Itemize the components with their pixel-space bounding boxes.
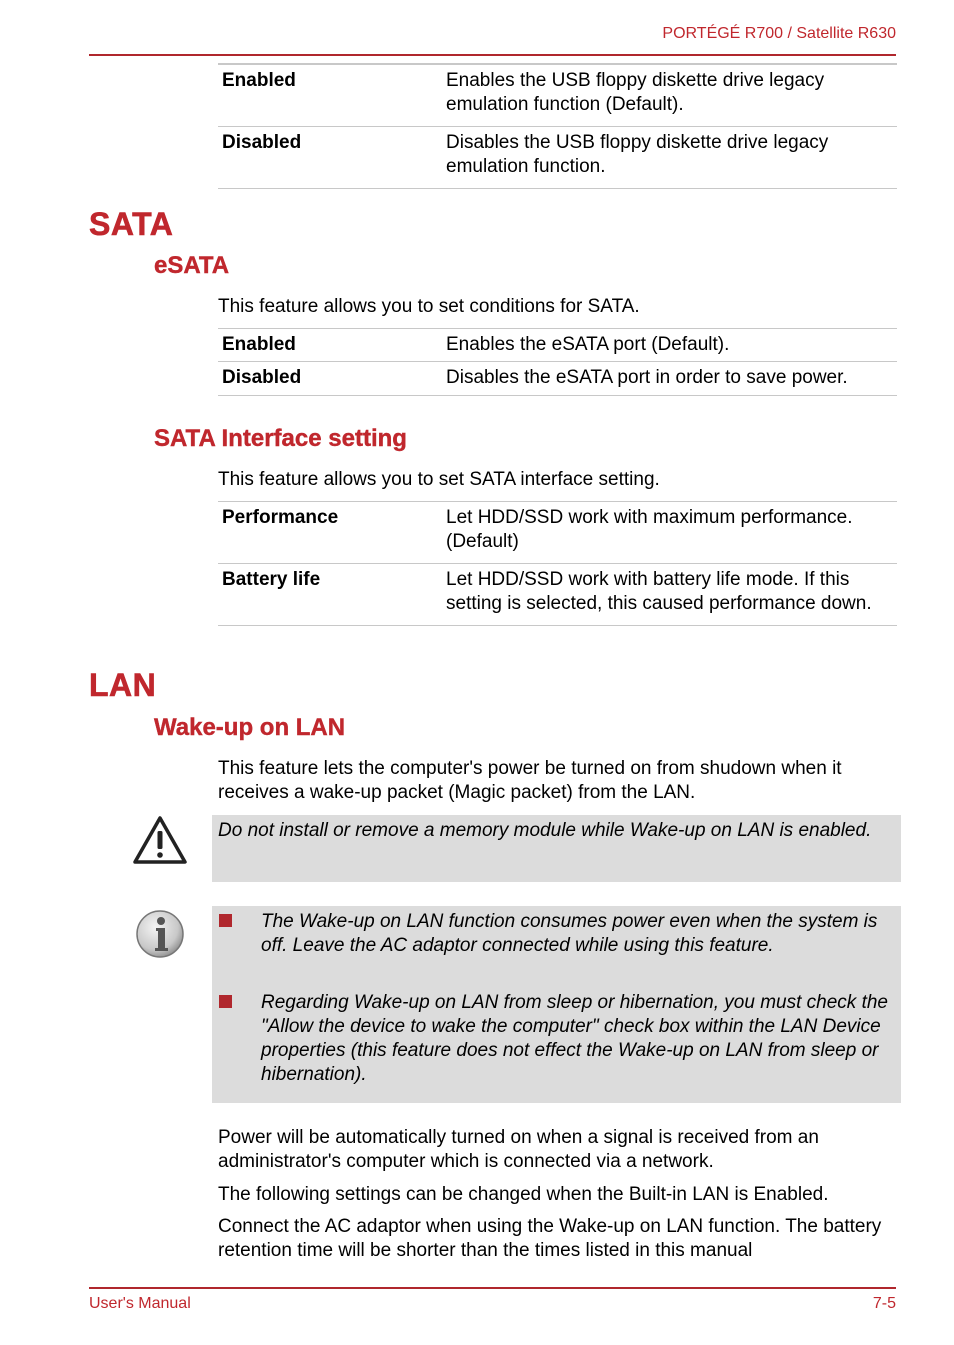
- option-value: Let HDD/SSD work with battery life mode. If this setting is selected, this caused performance down.: [442, 564, 897, 626]
- option-key: Enabled: [218, 64, 442, 127]
- note-item: Regarding Wake-up on LAN from sleep or hibernation, you must check the "Allow the device to wake the computer" check box within the LAN Device properties (this feature does not effect the Wake-up on LAN from sleep or hibernation).: [261, 992, 888, 1085]
- header-divider: [89, 54, 896, 56]
- option-value: Let HDD/SSD work with maximum performance. (Default): [442, 502, 897, 564]
- esata-heading: eSATA: [154, 252, 230, 279]
- table-row: [218, 64, 897, 127]
- note-item: The Wake-up on LAN function consumes power even when the system is off. Leave the AC adaptor connected while using this feature.: [261, 911, 878, 956]
- table-row: [218, 564, 897, 626]
- header-title: PORTÉGÉ R700 / Satellite R630: [662, 25, 896, 42]
- table-row: [218, 329, 897, 362]
- esata-table: [218, 328, 897, 396]
- wol-paragraph: Power will be automatically turned on when a signal is received from an administrator's computer which is connected via a network.: [218, 1127, 819, 1172]
- bullet-icon: [219, 995, 232, 1008]
- wol-paragraph: The following settings can be changed when the Built-in LAN is Enabled.: [218, 1184, 829, 1205]
- sata-interface-table: [218, 501, 897, 626]
- esata-intro: This feature allows you to set conditions for SATA.: [218, 296, 640, 317]
- lan-heading: LAN: [89, 667, 157, 703]
- table-row: [218, 362, 897, 396]
- info-icon: [134, 908, 186, 960]
- wol-paragraph: Connect the AC adaptor when using the Wake-up on LAN function. The battery retention time will be shorter than the times listed in this manual: [218, 1216, 882, 1261]
- option-value: Enables the eSATA port (Default).: [442, 329, 897, 362]
- option-key: Disabled: [218, 127, 442, 189]
- option-key: Battery life: [218, 564, 442, 626]
- option-key: Disabled: [218, 362, 442, 396]
- wol-intro: This feature lets the computer's power be turned on from shudown when it receives a wake-up packet (Magic packet) from the LAN.: [218, 758, 842, 803]
- option-value: Enables the USB floppy diskette drive legacy emulation function (Default).: [442, 64, 897, 127]
- footer-manual-label: User's Manual: [89, 1295, 191, 1312]
- warning-triangle-icon: [132, 814, 188, 866]
- sata-interface-heading: SATA Interface setting: [154, 425, 407, 452]
- table-row: [218, 127, 897, 189]
- warning-text: Do not install or remove a memory module while Wake-up on LAN is enabled.: [218, 820, 872, 841]
- sata-heading: SATA: [89, 206, 174, 242]
- wol-heading: Wake-up on LAN: [154, 714, 346, 741]
- table-row: [218, 502, 897, 564]
- footer-divider: [89, 1287, 896, 1289]
- usb-floppy-table: [218, 63, 897, 189]
- bullet-icon: [219, 914, 232, 927]
- option-value: Disables the USB floppy diskette drive legacy emulation function.: [442, 127, 897, 189]
- option-key: Performance: [218, 502, 442, 564]
- sata-interface-intro: This feature allows you to set SATA interface setting.: [218, 469, 660, 490]
- page-number: 7-5: [872, 1295, 896, 1312]
- option-key: Enabled: [218, 329, 442, 362]
- option-value: Disables the eSATA port in order to save power.: [442, 362, 897, 396]
